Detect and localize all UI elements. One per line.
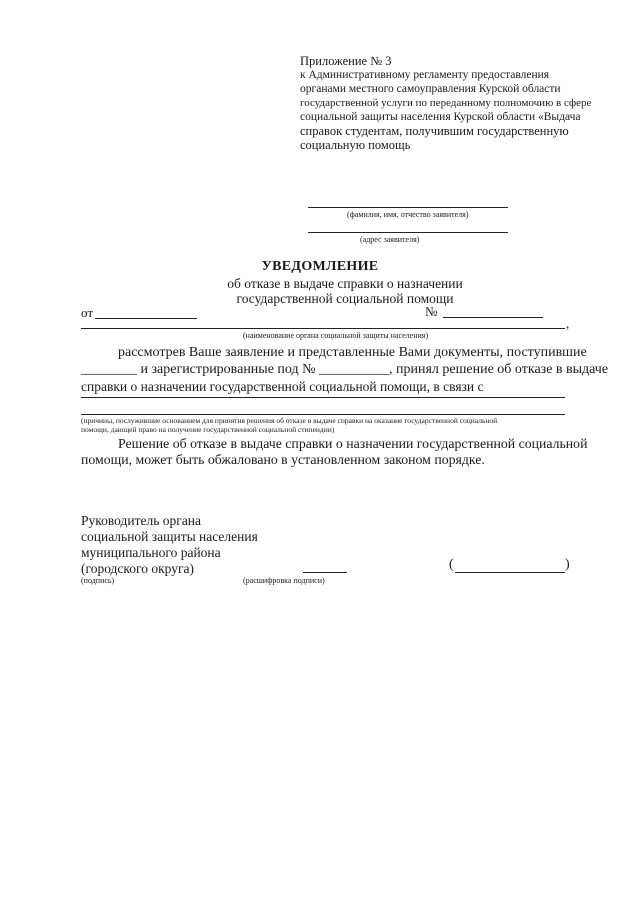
reason-caption-2: помощи, дающей право на получение государственной социальной стипендии) xyxy=(81,425,335,434)
body-line-2: ________ и зарегистрированные под № __________, принял решение об отказе в выдаче xyxy=(81,362,609,377)
header-line: социальной защиты населения Курской области «Выдача xyxy=(300,111,581,123)
applicant-name-caption: (фамилия, имя, отчество заявителя) xyxy=(347,210,469,219)
appeal-line-1: Решение об отказе в выдаче справки о назначении государственной социальной xyxy=(118,436,588,451)
signer-title-line: Руководитель органа xyxy=(81,513,202,528)
from-date-line[interactable] xyxy=(95,318,197,319)
decode-caption: (расшифровка подписи) xyxy=(243,576,325,585)
reason-line-2[interactable] xyxy=(81,414,565,415)
signer-title-line: (городского округа) xyxy=(81,561,195,576)
signer-title-line: муниципального района xyxy=(81,545,221,560)
body-line-3: справки о назначении государственной социальной помощи, в связи с xyxy=(81,379,484,394)
reason-line-1[interactable] xyxy=(81,397,565,398)
applicant-address-caption: (адрес заявителя) xyxy=(360,235,420,244)
org-name-line[interactable] xyxy=(81,328,565,329)
signature-line[interactable] xyxy=(303,572,347,573)
paren-close: ) xyxy=(565,557,570,572)
signature-decode-line[interactable] xyxy=(455,572,565,573)
document-title: УВЕДОМЛЕНИЕ xyxy=(261,259,379,274)
reason-caption-1: (причины, послужившие основанием для принятия решения об отказе в выдаче справки на оказание государственной социальной xyxy=(81,416,498,425)
header-line: справок студентам, получившим государственную xyxy=(300,124,569,138)
signer-title-line: социальной защиты населения xyxy=(81,529,258,544)
document-subtitle-2: государственной социальной помощи xyxy=(236,291,454,306)
header-line: государственной услуги по переданному полномочию в сфере xyxy=(300,97,592,109)
header-line: органами местного самоуправления Курской области xyxy=(300,83,561,95)
header-line: социальную помощь xyxy=(300,138,411,152)
number-label: № xyxy=(425,304,438,319)
paren-open: ( xyxy=(449,557,454,572)
from-label: от xyxy=(81,305,94,320)
applicant-name-line[interactable] xyxy=(308,207,508,208)
document-subtitle-1: об отказе в выдаче справки о назначении xyxy=(227,276,463,291)
body-line-1: рассмотрев Ваше заявление и представленные Вами документы, поступившие xyxy=(118,345,587,360)
header-line: к Административному регламенту предоставления xyxy=(300,69,550,81)
sign-caption: (подпись) xyxy=(81,576,115,585)
header-line: Приложение № 3 xyxy=(300,54,392,68)
comma: , xyxy=(566,316,570,331)
org-caption: (наименование органа социальной защиты населения) xyxy=(243,331,429,340)
appeal-line-2: помощи, может быть обжаловано в установленном законом порядке. xyxy=(81,452,485,467)
number-line[interactable] xyxy=(443,317,543,318)
applicant-address-line[interactable] xyxy=(308,232,508,233)
